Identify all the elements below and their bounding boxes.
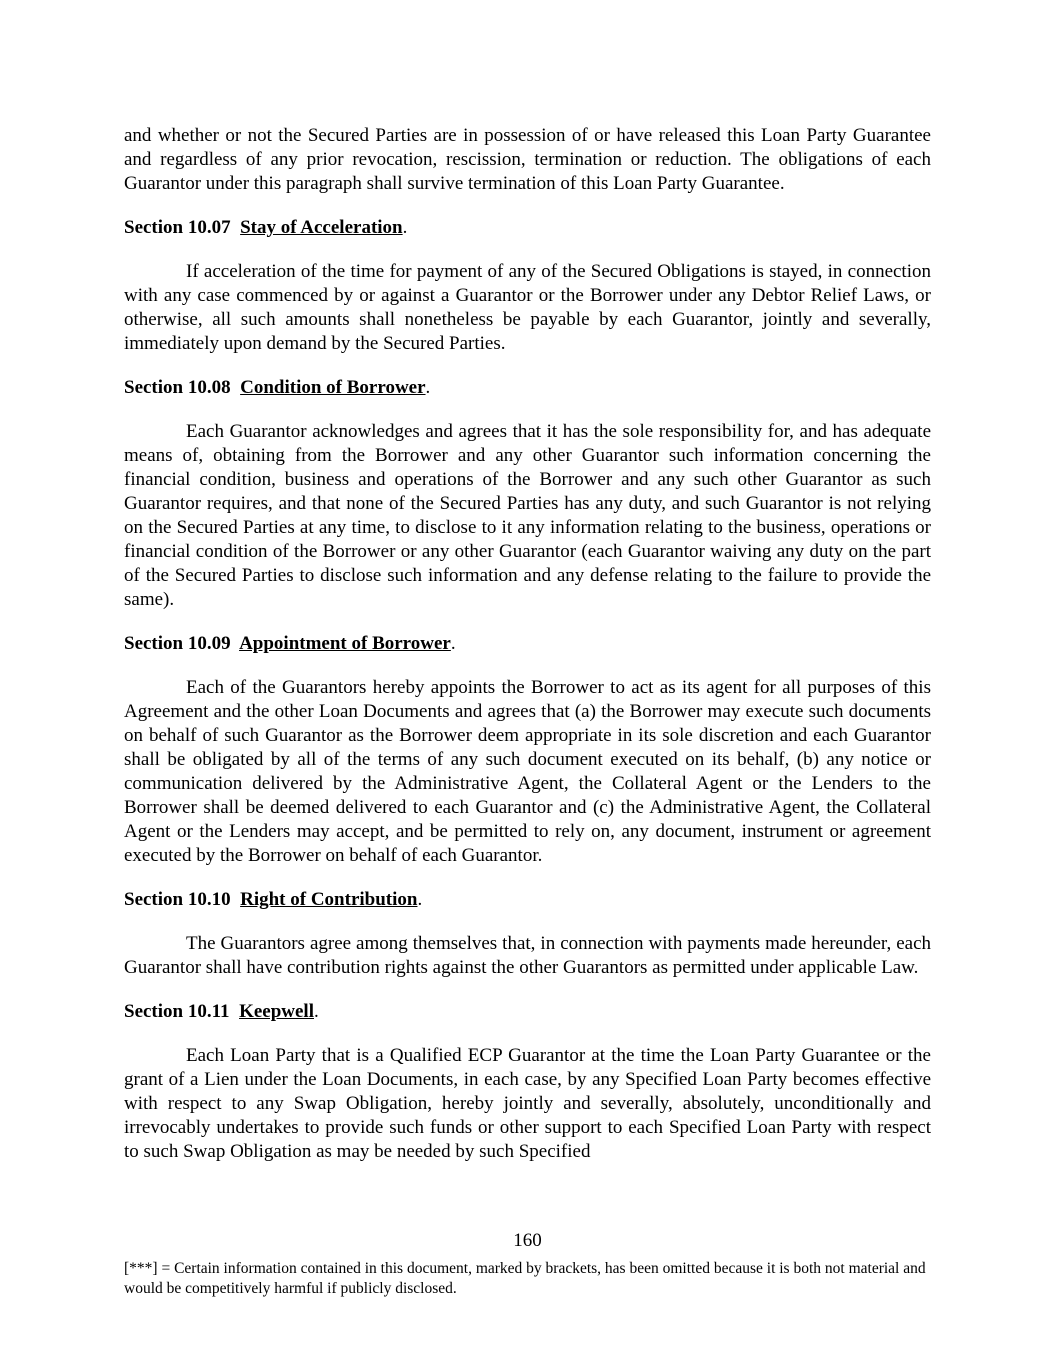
section-heading-10-08 <box>124 376 931 400</box>
period: . <box>417 889 423 910</box>
section-number: Section 10.11 <box>124 1001 230 1022</box>
section-heading-10-10 <box>124 888 931 912</box>
section-number: Section 10.07 <box>124 217 231 238</box>
section-number: Section 10.09 <box>124 633 231 654</box>
section-number: Section 10.08 <box>124 377 231 398</box>
period: . <box>402 217 408 238</box>
intro-paragraph: and whether or not the Secured Parties are in possession of or have released this Loan Party Guarantee and regardless of any prior revocation, rescission, termination or reduction. The obligations of each Guarantor under this paragraph shall survive termination of this Loan Party Guarantee. <box>124 125 931 194</box>
section-title: Keepwell <box>239 1001 314 1022</box>
section-body-10-07: If acceleration of the time for payment of any of the Secured Obligations is stayed, in connection with any case commenced by or against a Guarantor or the Borrower under any Debtor Relief Laws, or otherwise, all such amounts shall nonetheless be payable by each Guarantor, jointly and severally, immediately upon demand by the Secured Parties. <box>124 261 931 354</box>
section-body-10-09: Each of the Guarantors hereby appoints the Borrower to act as its agent for all purposes of this Agreement and the other Loan Documents and agrees that (a) the Borrower may execute such documents on behalf of such Guarantor as the Borrower deem appropriate in its sole discretion and each Guarantor shall be obligated by all of the terms of any such document executed on its behalf, (b) any notice or communication delivered by the Administrative Agent, the Collateral Agent or the Lenders to the Borrower shall be deemed delivered to each Guarantor and (c) the Administrative Agent, the Collateral Agent or the Lenders may accept, and be permitted to rely on, any document, instrument or agreement executed by the Borrower on behalf of each Guarantor. <box>124 677 931 866</box>
page-number: 160 <box>513 1230 542 1251</box>
section-body-10-10: The Guarantors agree among themselves that, in connection with payments made hereunder, each Guarantor shall have contribution rights against the other Guarantors as permitted under applicable Law. <box>124 933 931 978</box>
section-body-10-11: Each Loan Party that is a Qualified ECP Guarantor at the time the Loan Party Guarantee or the grant of a Lien under the Loan Documents, in each case, by any Specified Loan Party becomes effective with respect to any Swap Obligation, hereby jointly and severally, absolutely, unconditionally and irrevocably undertakes to provide such funds or other support to each Specified Loan Party with respect to such Swap Obligation as may be needed by such Specified <box>124 1045 931 1162</box>
section-number: Section 10.10 <box>124 889 231 910</box>
section-title: Appointment of Borrower <box>239 633 451 654</box>
section-title: Condition of Borrower <box>240 377 426 398</box>
footnote: [***] = Certain information contained in this document, marked by brackets, has been omitted because it is both not material and would be competitively harmful if publicly disclosed. <box>124 1260 926 1297</box>
section-heading-10-09 <box>124 632 931 656</box>
section-heading-10-11 <box>124 1000 931 1024</box>
section-heading-10-07 <box>124 216 931 240</box>
document-page <box>124 124 931 1164</box>
section-body-10-08: Each Guarantor acknowledges and agrees that it has the sole responsibility for, and has adequate means of, obtaining from the Borrower and any other Guarantor such information concerning the financial condition, business and operations of the Borrower and any such other Guarantor as such Guarantor requires, and that none of the Secured Parties has any duty, and such Guarantor is not relying on the Secured Parties at any time, to disclose to it any information relating to the business, operations or financial condition of the Borrower or any other Guarantor (each Guarantor waiving any duty on the part of the Secured Parties to disclose such information and any defense relating to the failure to provide the same). <box>124 421 931 610</box>
period: . <box>314 1001 319 1022</box>
period: . <box>450 633 456 654</box>
section-title: Stay of Acceleration <box>240 217 403 238</box>
period: . <box>425 377 431 398</box>
section-title: Right of Contribution <box>240 889 418 910</box>
